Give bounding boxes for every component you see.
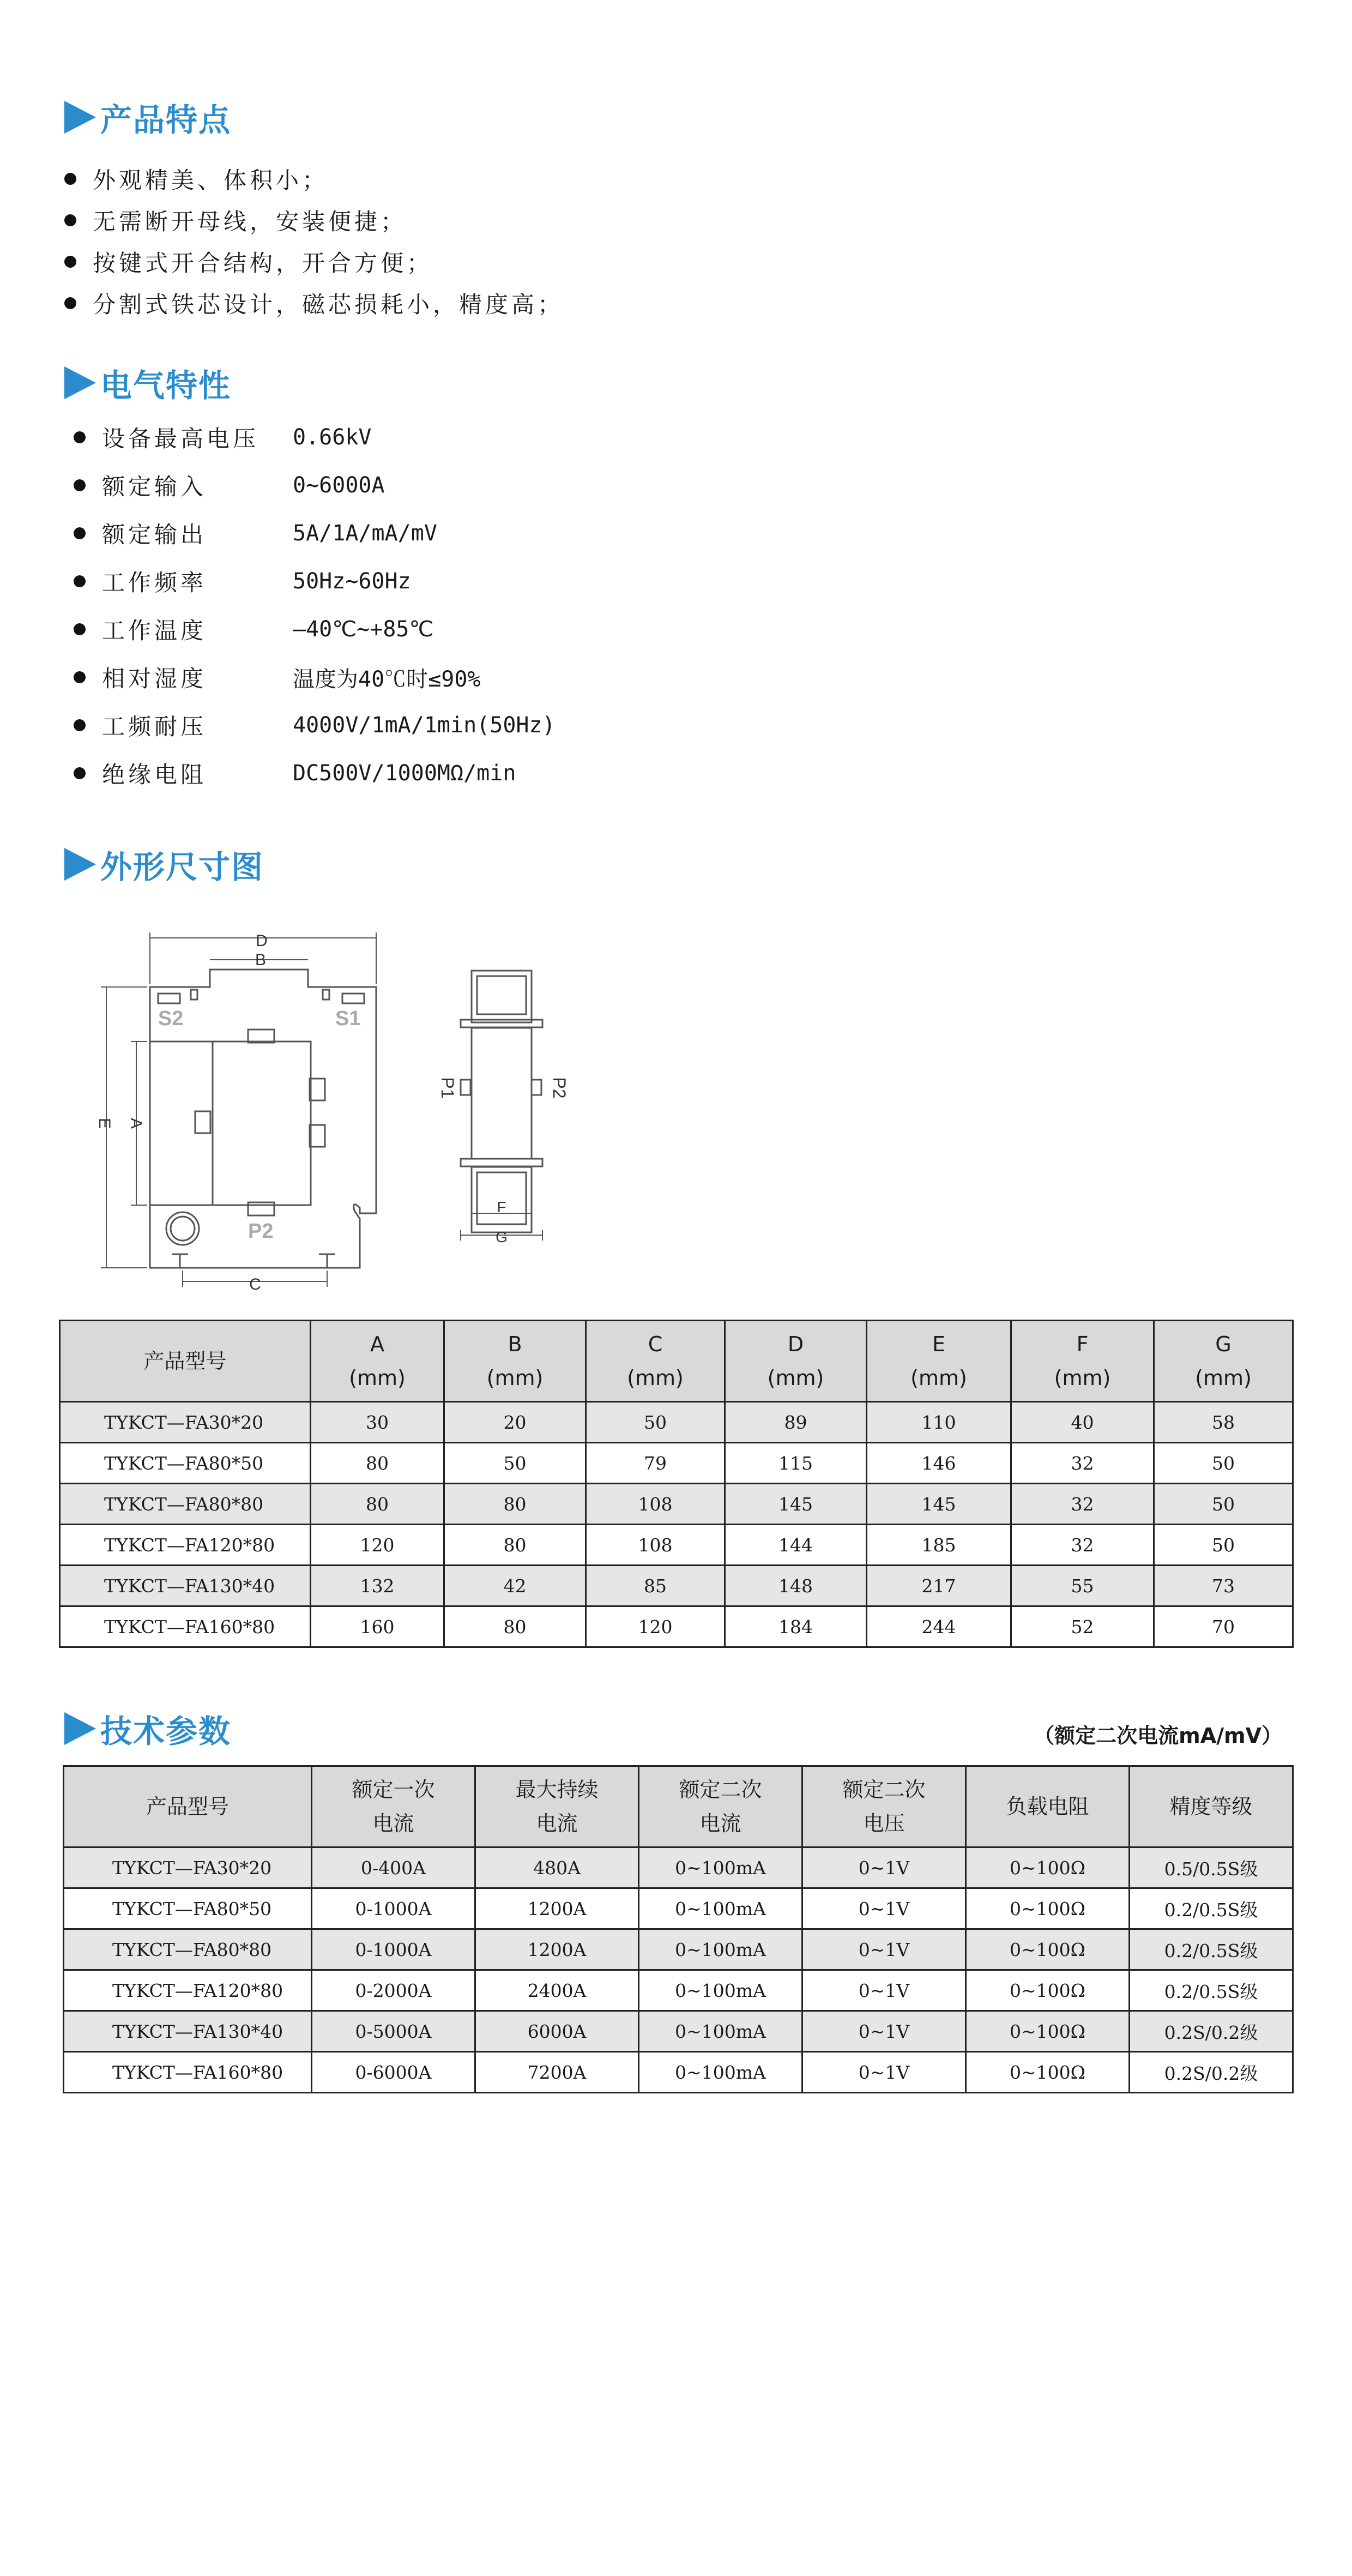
table-row: TYKCT—FA160*80 0-6000A 7200A 0~100mA 0~1V 0~100Ω 0.2S/0.2级 xyxy=(64,2052,1293,2093)
dimensions-table xyxy=(59,1320,1294,1648)
dim-label-e: E xyxy=(95,1117,113,1129)
features-title xyxy=(64,95,231,139)
bullet-icon xyxy=(74,479,86,491)
front-core xyxy=(213,1042,311,1205)
header-cell: 最大持续 电流 xyxy=(475,1766,639,1847)
spec-item: 工频耐压 4000V/1mA/1min(50Hz) xyxy=(74,701,556,749)
spec-item: 绝缘电阻 DC500V/1000MΩ/min xyxy=(74,749,556,797)
terminal-label-p2-side: P2 xyxy=(550,1077,569,1099)
table-row: TYKCT—FA130*40 0-5000A 6000A 0~100mA 0~1V 0~100Ω 0.2S/0.2级 xyxy=(64,2011,1293,2052)
header-cell: E (mm) xyxy=(867,1321,1011,1402)
table-header-row xyxy=(64,1766,1293,1847)
table-row: TYKCT—FA80*50 0-1000A 1200A 0~100mA 0~1V 0~100Ω 0.2/0.5S级 xyxy=(64,1888,1293,1929)
side-clip xyxy=(310,1125,325,1147)
dim-label-f: F xyxy=(497,1199,506,1215)
dim-label-c: C xyxy=(249,1275,261,1293)
table-row: TYKCT—FA120*80 120 80 108 144 185 32 50 xyxy=(60,1525,1293,1566)
top-clip xyxy=(248,1030,274,1043)
features-title-text: 产品特点 xyxy=(100,101,232,139)
slot xyxy=(158,994,180,1003)
front-window xyxy=(150,1042,213,1205)
table-row: TYKCT—FA120*80 0-2000A 2400A 0~100mA 0~1V 0~100Ω 0.2/0.5S级 xyxy=(64,1970,1293,2011)
feature-item: 按键式开合结构，开合方便； xyxy=(64,241,564,282)
bullet-icon xyxy=(64,256,76,268)
dim-label-a: A xyxy=(127,1117,145,1129)
electrical-title-text: 电气特性 xyxy=(100,367,232,404)
electrical-list xyxy=(74,413,556,797)
dim-label-g: G xyxy=(496,1229,508,1245)
slot xyxy=(323,990,329,1000)
header-cell: 产品型号 xyxy=(60,1321,311,1402)
terminal-label-p1: P1 xyxy=(438,1077,457,1099)
bullet-icon xyxy=(74,623,86,635)
header-cell: 负载电阻 xyxy=(966,1766,1130,1847)
header-cell: F (mm) xyxy=(1011,1321,1154,1402)
feature-item: 分割式铁芯设计，磁芯损耗小，精度高； xyxy=(64,282,564,324)
table-row: TYKCT—FA80*80 0-1000A 1200A 0~100mA 0~1V 0~100Ω 0.2/0.5S级 xyxy=(64,1929,1293,1970)
foot xyxy=(319,1254,335,1268)
table-row: TYKCT—FA130*40 132 42 85 148 217 55 73 xyxy=(60,1566,1293,1606)
dimensions-title xyxy=(64,842,264,886)
terminal-label-p2: P2 xyxy=(248,1220,274,1243)
arrow-icon xyxy=(64,848,96,881)
slot xyxy=(342,994,364,1003)
header-cell: G (mm) xyxy=(1154,1321,1293,1402)
bullet-icon xyxy=(64,173,76,185)
side-view xyxy=(461,971,542,1232)
technical-table xyxy=(63,1765,1294,2093)
technical-title xyxy=(64,1707,231,1750)
arrow-icon xyxy=(64,366,96,399)
bullet-icon xyxy=(74,431,86,443)
feature-item: 无需断开母线，安装便捷； xyxy=(64,200,564,241)
features-list xyxy=(64,158,564,324)
header-cell: 额定二次 电压 xyxy=(802,1766,966,1847)
electrical-title xyxy=(64,361,231,405)
foot xyxy=(172,1254,188,1268)
table-row: TYKCT—FA80*80 80 80 108 145 145 32 50 xyxy=(60,1484,1293,1525)
spec-item: 额定输出 5A/1A/mA/mV xyxy=(74,509,556,557)
header-cell: C (mm) xyxy=(586,1321,725,1402)
header-cell: D (mm) xyxy=(725,1321,867,1402)
header-cell: 精度等级 xyxy=(1130,1766,1293,1847)
bullet-icon xyxy=(74,767,86,779)
terminal-label-s1: S1 xyxy=(335,1007,361,1030)
side-clip xyxy=(195,1111,210,1133)
table-row: TYKCT—FA30*20 30 20 50 89 110 40 58 xyxy=(60,1402,1293,1443)
arrow-icon xyxy=(64,101,96,134)
dim-label-b: B xyxy=(255,951,267,969)
header-cell: B (mm) xyxy=(444,1321,586,1402)
bullet-icon xyxy=(74,671,86,683)
technical-note: （额定二次电流mA/mV） xyxy=(1034,1724,1282,1748)
header-cell: 额定一次 电流 xyxy=(312,1766,475,1847)
bullet-icon xyxy=(64,214,76,226)
spec-item: 工作频率 50Hz~60Hz xyxy=(74,557,556,605)
table-row: TYKCT—FA30*20 0-400A 480A 0~100mA 0~1V 0~100Ω 0.5/0.5S级 xyxy=(64,1847,1293,1888)
header-cell: 额定二次 电流 xyxy=(639,1766,802,1847)
header-cell: A (mm) xyxy=(311,1321,444,1402)
spec-item: 工作温度 —40℃~+85℃ xyxy=(74,605,556,653)
table-header-row xyxy=(60,1321,1293,1402)
table-row: TYKCT—FA160*80 160 80 120 184 244 52 70 xyxy=(60,1606,1293,1647)
table-row: TYKCT—FA80*50 80 50 79 115 146 32 50 xyxy=(60,1443,1293,1484)
technical-title-text: 技术参数 xyxy=(100,1713,232,1750)
terminal-label-s2: S2 xyxy=(158,1007,184,1030)
feature-item: 外观精美、体积小； xyxy=(64,158,564,200)
bullet-icon xyxy=(74,527,86,539)
spec-item: 额定输入 0~6000A xyxy=(74,461,556,509)
bullet-icon xyxy=(74,575,86,587)
slot xyxy=(191,990,197,1000)
bullet-icon xyxy=(74,719,86,731)
header-cell: 产品型号 xyxy=(64,1766,312,1847)
spec-item: 相对湿度 温度为40℃时≤90% xyxy=(74,653,556,701)
button-circle-inner xyxy=(171,1217,195,1241)
dimension-drawing xyxy=(0,916,1352,1314)
side-clip xyxy=(310,1079,325,1100)
spec-item: 设备最高电压 0.66kV xyxy=(74,413,556,461)
arrow-icon xyxy=(64,1712,96,1745)
bullet-icon xyxy=(64,297,76,309)
dimensions-title-text: 外形尺寸图 xyxy=(100,848,264,886)
dim-label-d: D xyxy=(256,932,268,950)
